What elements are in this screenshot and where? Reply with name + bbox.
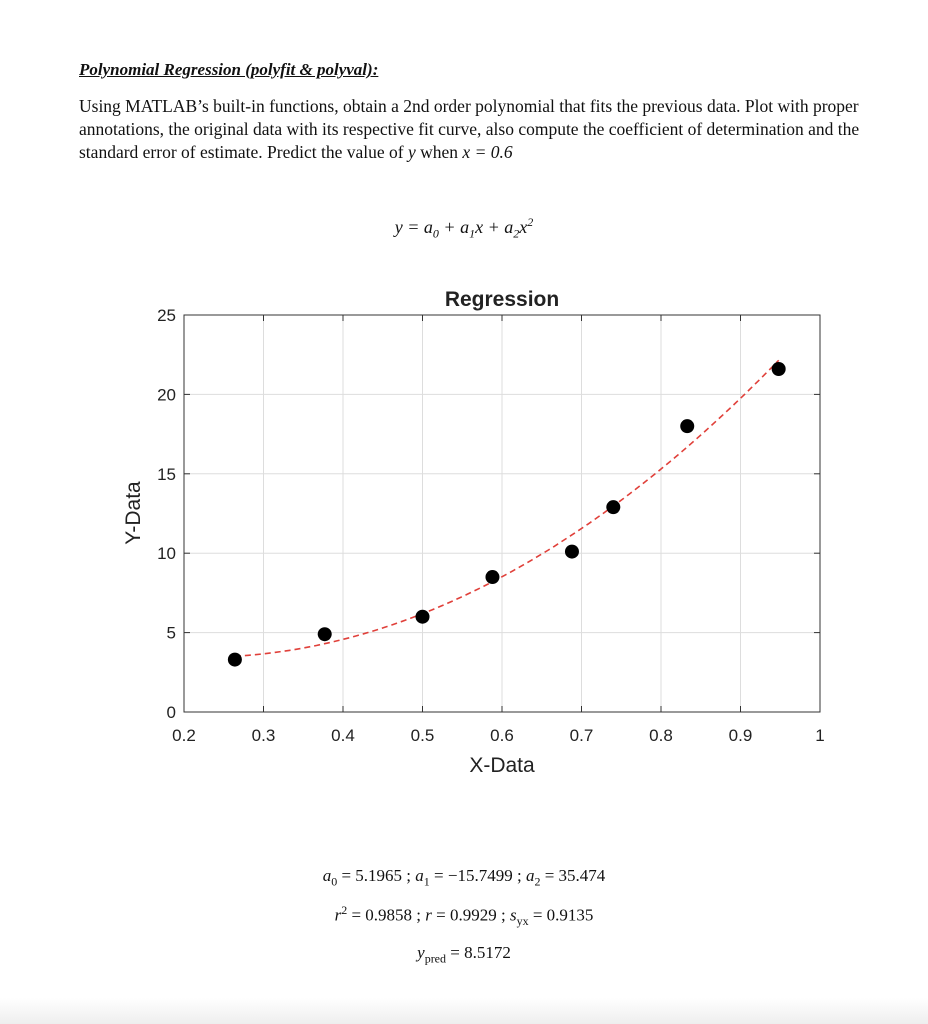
y-tick-label: 25: [157, 306, 176, 325]
y-tick-label: 0: [166, 703, 176, 722]
x-tick-label: 0.6: [490, 726, 514, 745]
data-point: [485, 570, 499, 584]
y-tick-label: 15: [157, 464, 176, 484]
data-point: [772, 362, 786, 376]
y-tick-label: 5: [166, 623, 176, 643]
x-tick-label: 1: [815, 726, 825, 745]
prediction-line: $y_{pred} = 8.5172$: [417, 943, 511, 966]
page-bottom-shadow: [0, 998, 928, 1024]
instructions-condition: x = 0.6: [462, 142, 513, 162]
x-tick-label: 0.3: [251, 726, 276, 745]
x-tick-label: 0.2: [172, 726, 196, 745]
data-point: [416, 610, 430, 624]
data-points: [228, 362, 786, 667]
instructions-var-y: y: [407, 142, 416, 162]
data-point: [228, 653, 242, 667]
axis-ticks: [157, 306, 825, 745]
y-tick-label: 20: [157, 385, 176, 405]
x-axis-label: X-Data: [469, 754, 535, 777]
y-tick-label: 10: [157, 544, 176, 564]
model-equation: $y = a_0 + a_1x + a_2x^2$: [394, 215, 534, 241]
data-point: [318, 627, 332, 641]
data-point: [680, 419, 694, 433]
x-tick-label: 0.8: [649, 726, 673, 745]
instructions-when: when: [415, 142, 463, 162]
y-axis-label: Y-Data: [122, 481, 145, 545]
x-tick-label: 0.9: [728, 726, 753, 745]
coefficients-line: $a_0 = 5.1965$ ; $a_1 = -15.7499$ ; $a_2 = 35.474$: [322, 866, 606, 889]
fit-curve: [235, 360, 779, 656]
data-point: [565, 545, 579, 559]
section-heading: Polynomial Regression (polyfit & polyval):: [79, 60, 379, 79]
x-tick-label: 0.7: [569, 726, 594, 745]
instructions-text: Using MATLAB’s built-in functions, obtain a 2nd order polynomial that fits the previous data. Plot with proper annotations, the original data with its respective fit curve, also compute the coefficient of determination and the standard error of estimate. Predict the value of: [79, 96, 860, 162]
x-tick-label: 0.5: [410, 726, 435, 745]
data-point: [606, 500, 620, 514]
statistics-line: $r^2 = 0.9858$ ; r = 0.9929 ; $s_{yx} = 0.9135$: [334, 903, 594, 929]
x-tick-label: 0.4: [331, 726, 355, 745]
chart-title: Regression: [444, 288, 560, 311]
